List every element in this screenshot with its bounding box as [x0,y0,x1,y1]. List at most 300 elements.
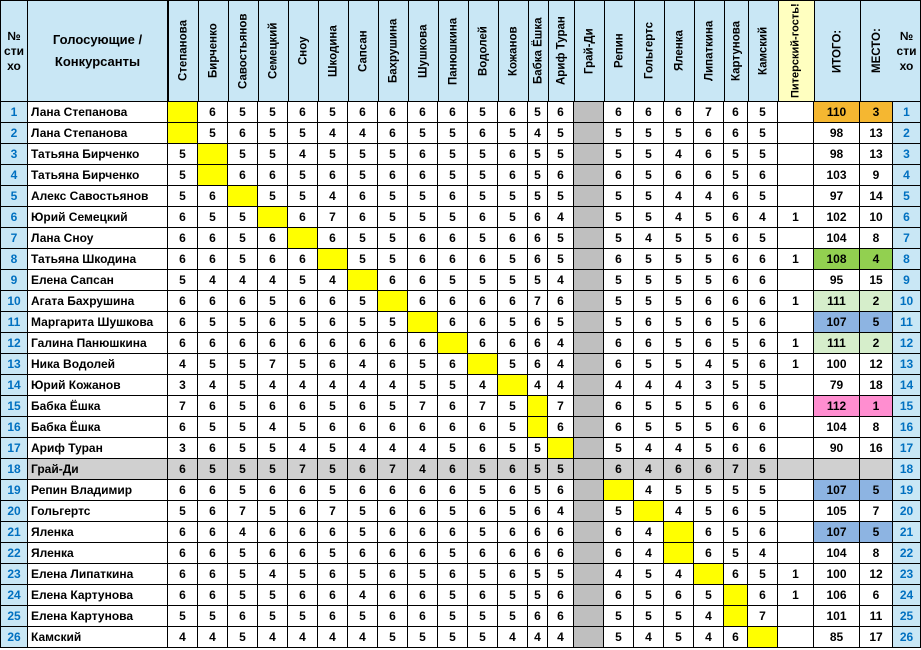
score-cell: 4 [634,627,664,648]
score-cell: 5 [498,207,528,228]
header-voters: Голосующие / Конкурсанты [28,0,168,102]
score-cell: 6 [168,207,198,228]
voter-name: Яленка [28,522,168,543]
score-cell: 6 [748,333,778,354]
score-cell: 4 [168,627,198,648]
voter-name: Татьяна Бирченко [28,165,168,186]
score-cell: 5 [438,543,468,564]
score-cell: 6 [258,312,288,333]
score-cell: 5 [228,417,258,438]
score-cell: 6 [378,270,408,291]
score-cell: 7 [318,501,348,522]
score-cell: 6 [198,501,228,522]
score-cell: 6 [438,459,468,480]
place: 4 [860,249,893,270]
score-cell: 5 [604,186,634,207]
score-cell [574,375,604,396]
header-contestant: Бахрушина [378,0,408,102]
score-cell: 5 [498,501,528,522]
header-contestant: Шушкова [408,0,438,102]
score-cell: 5 [228,354,258,375]
score-cell [574,585,604,606]
score-cell: 6 [748,312,778,333]
place: 16 [860,438,893,459]
score-cell [778,417,814,438]
score-cell: 5 [258,144,288,165]
score-cell: 5 [634,291,664,312]
score-cell: 6 [528,501,548,522]
score-cell: 5 [228,459,258,480]
score-cell: 4 [634,522,664,543]
score-cell [778,270,814,291]
row-number: 10 [0,291,28,312]
score-cell: 6 [318,585,348,606]
score-cell: 5 [664,396,694,417]
score-cell: 4 [664,564,694,585]
voter-name: Камский [28,627,168,648]
voter-name: Ариф Туран [28,438,168,459]
score-cell: 5 [198,207,228,228]
score-cell: 6 [748,396,778,417]
row-number: 15 [0,396,28,417]
score-cell: 6 [528,543,548,564]
score-cell: 5 [528,270,548,291]
score-cell: 6 [408,249,438,270]
score-cell: 6 [378,123,408,144]
voter-name: Татьяна Шкодина [28,249,168,270]
score-cell: 6 [468,585,498,606]
score-cell: 5 [604,144,634,165]
score-cell: 6 [548,480,574,501]
score-cell: 6 [548,417,574,438]
score-cell: 6 [378,102,408,123]
voter-name: Елена Картунова [28,585,168,606]
score-cell: 4 [694,186,724,207]
score-cell: 5 [378,228,408,249]
score-cell: 4 [318,186,348,207]
score-cell: 5 [468,606,498,627]
row-number-right: 21 [893,522,921,543]
score-cell [778,543,814,564]
score-cell: 6 [258,165,288,186]
score-cell: 5 [498,585,528,606]
place [860,459,893,480]
score-cell: 6 [694,333,724,354]
voter-name: Татьяна Бирченко [28,144,168,165]
score-cell: 5 [468,459,498,480]
score-cell: 4 [318,270,348,291]
score-cell: 4 [748,543,778,564]
score-cell [778,396,814,417]
row-number-right: 2 [893,123,921,144]
score-cell: 4 [548,270,574,291]
score-cell: 5 [348,165,378,186]
score-cell: 4 [694,627,724,648]
row-number: 18 [0,459,28,480]
total-score: 103 [814,165,860,186]
score-cell: 6 [168,585,198,606]
score-cell: 6 [228,291,258,312]
score-cell: 6 [498,144,528,165]
score-cell: 6 [748,417,778,438]
score-cell: 5 [634,165,664,186]
score-cell: 6 [604,165,634,186]
score-cell: 6 [288,480,318,501]
total-score: 104 [814,543,860,564]
score-cell: 6 [438,396,468,417]
score-cell: 6 [694,522,724,543]
score-cell: 6 [724,207,748,228]
score-cell: 6 [724,102,748,123]
voter-name: Репин Владимир [28,480,168,501]
score-cell: 5 [288,123,318,144]
score-cell: 5 [258,438,288,459]
score-cell: 6 [748,291,778,312]
score-cell: 5 [528,165,548,186]
header-contestant: Грай-Ди [574,0,604,102]
header-contestant: Питерский-гость! [778,0,814,102]
score-cell: 5 [198,417,228,438]
score-cell: 5 [348,291,378,312]
score-cell: 6 [228,165,258,186]
score-cell: 6 [528,228,548,249]
score-cell: 6 [694,144,724,165]
score-cell: 5 [468,165,498,186]
score-cell: 6 [408,291,438,312]
score-cell: 5 [378,396,408,417]
score-cell: 5 [664,606,694,627]
score-cell: 5 [604,228,634,249]
row-number: 12 [0,333,28,354]
score-cell: 6 [168,333,198,354]
score-cell: 6 [498,165,528,186]
header-contestant: Кожанов [498,0,528,102]
score-cell: 6 [198,585,228,606]
score-cell: 5 [528,480,548,501]
score-cell: 5 [748,375,778,396]
score-cell: 6 [168,522,198,543]
score-cell: 5 [438,375,468,396]
score-cell: 5 [498,123,528,144]
score-cell [778,627,814,648]
score-cell: 6 [318,333,348,354]
score-cell: 6 [378,480,408,501]
score-cell: 4 [288,144,318,165]
score-cell: 6 [498,228,528,249]
score-cell: 5 [438,585,468,606]
score-cell: 6 [318,564,348,585]
place: 17 [860,627,893,648]
score-cell: 6 [664,585,694,606]
score-cell: 5 [694,270,724,291]
score-cell: 5 [664,228,694,249]
row-number: 2 [0,123,28,144]
score-cell: 6 [438,417,468,438]
header-contestant: Савостьянов [228,0,258,102]
header-contestant: Панюшкина [438,0,468,102]
score-cell: 5 [318,396,348,417]
voter-name: Алекс Савостьянов [28,186,168,207]
self-vote-cell [168,123,198,144]
score-cell: 6 [168,564,198,585]
row-number-right: 22 [893,543,921,564]
score-cell: 5 [498,312,528,333]
score-cell: 6 [724,417,748,438]
self-vote-cell [198,144,228,165]
score-cell: 5 [228,102,258,123]
self-vote-cell [724,606,748,627]
score-cell: 5 [664,480,694,501]
score-cell [574,291,604,312]
score-cell: 6 [468,312,498,333]
score-cell: 4 [548,207,574,228]
score-cell: 6 [694,312,724,333]
score-cell: 6 [258,228,288,249]
score-cell: 5 [634,144,664,165]
score-cell: 5 [548,186,574,207]
score-cell: 5 [634,270,664,291]
score-cell [778,522,814,543]
score-cell: 6 [748,354,778,375]
score-cell: 4 [548,375,574,396]
voter-name: Елена Липаткина [28,564,168,585]
score-cell: 5 [288,606,318,627]
score-cell: 7 [228,501,258,522]
score-cell: 4 [468,375,498,396]
score-cell: 5 [198,312,228,333]
score-cell: 7 [408,396,438,417]
score-cell [778,312,814,333]
score-cell: 5 [378,249,408,270]
score-cell: 6 [664,102,694,123]
score-cell: 6 [748,585,778,606]
score-cell: 5 [634,354,664,375]
score-cell: 6 [258,522,288,543]
score-cell: 6 [748,165,778,186]
score-cell: 6 [468,123,498,144]
score-cell: 6 [378,585,408,606]
total-score: 102 [814,207,860,228]
score-cell: 6 [724,501,748,522]
score-cell: 6 [408,606,438,627]
score-cell: 6 [604,354,634,375]
score-cell: 6 [288,333,318,354]
total-score: 108 [814,249,860,270]
score-cell: 6 [604,102,634,123]
score-cell: 5 [634,249,664,270]
score-cell: 6 [468,333,498,354]
score-cell: 5 [228,249,258,270]
score-cell: 5 [724,354,748,375]
total-score: 79 [814,375,860,396]
score-cell: 5 [548,564,574,585]
score-cell: 6 [724,396,748,417]
score-cell: 6 [694,123,724,144]
score-cell: 5 [378,207,408,228]
row-number: 6 [0,207,28,228]
score-cell: 6 [498,480,528,501]
score-cell: 5 [748,480,778,501]
score-cell: 5 [634,396,664,417]
score-cell: 4 [318,627,348,648]
score-cell: 6 [548,585,574,606]
self-vote-cell [318,249,348,270]
score-cell: 5 [528,459,548,480]
score-cell: 6 [664,459,694,480]
voter-name: Юрий Кожанов [28,375,168,396]
score-cell: 6 [168,480,198,501]
score-cell: 5 [318,144,348,165]
voter-name: Яленка [28,543,168,564]
row-number-right: 18 [893,459,921,480]
score-cell: 5 [498,354,528,375]
score-cell: 6 [438,102,468,123]
row-number-right: 11 [893,312,921,333]
score-cell: 1 [778,249,814,270]
score-cell: 6 [724,270,748,291]
score-cell: 6 [724,627,748,648]
score-cell: 4 [604,375,634,396]
row-number-right: 10 [893,291,921,312]
place: 5 [860,480,893,501]
score-cell: 5 [724,480,748,501]
score-cell: 5 [348,606,378,627]
score-cell: 5 [528,564,548,585]
score-cell: 4 [258,375,288,396]
score-cell: 6 [664,165,694,186]
score-cell: 5 [724,333,748,354]
score-cell: 7 [748,606,778,627]
score-cell: 5 [228,480,258,501]
score-cell: 5 [228,207,258,228]
score-cell: 6 [288,396,318,417]
score-cell: 6 [438,312,468,333]
row-number-right: 8 [893,249,921,270]
row-number: 22 [0,543,28,564]
score-cell: 6 [438,354,468,375]
score-cell: 6 [258,480,288,501]
score-cell: 5 [288,417,318,438]
score-cell: 6 [348,459,378,480]
score-cell: 4 [634,438,664,459]
score-cell: 5 [288,354,318,375]
score-cell: 4 [498,627,528,648]
score-cell: 5 [724,375,748,396]
place: 3 [860,102,893,123]
score-cell: 6 [634,333,664,354]
score-cell: 1 [778,207,814,228]
total-score [814,459,860,480]
score-cell: 7 [378,459,408,480]
score-cell: 6 [318,291,348,312]
score-cell: 6 [724,186,748,207]
score-cell: 6 [604,585,634,606]
row-number-right: 5 [893,186,921,207]
self-vote-cell [258,207,288,228]
score-cell: 6 [498,459,528,480]
score-cell: 5 [634,417,664,438]
header-contestant: Бабка Ёшка [528,0,548,102]
score-cell: 5 [378,627,408,648]
score-cell [778,144,814,165]
row-number-right: 19 [893,480,921,501]
score-cell: 6 [438,291,468,312]
score-cell: 5 [438,606,468,627]
score-cell: 4 [228,522,258,543]
score-cell: 5 [438,501,468,522]
score-cell: 4 [664,375,694,396]
score-cell: 5 [348,522,378,543]
header-num-right: № сти хо [893,0,921,102]
score-cell: 5 [258,291,288,312]
score-cell: 5 [664,291,694,312]
self-vote-cell [664,522,694,543]
score-cell: 4 [198,375,228,396]
score-cell: 6 [438,480,468,501]
score-cell: 6 [348,207,378,228]
score-cell: 6 [378,501,408,522]
score-cell: 5 [468,270,498,291]
score-cell: 4 [408,459,438,480]
self-vote-cell [748,627,778,648]
score-cell: 6 [748,270,778,291]
score-cell: 5 [258,123,288,144]
score-cell: 6 [378,333,408,354]
score-cell: 5 [724,543,748,564]
score-cell: 4 [348,585,378,606]
header-contestant: Репин [604,0,634,102]
score-cell: 5 [468,228,498,249]
score-cell [574,207,604,228]
score-cell: 4 [258,417,288,438]
score-cell: 6 [604,543,634,564]
place: 8 [860,228,893,249]
score-cell: 5 [604,438,634,459]
total-score: 107 [814,312,860,333]
score-cell: 4 [548,627,574,648]
voter-name: Юрий Семецкий [28,207,168,228]
score-cell: 6 [348,333,378,354]
score-cell: 5 [498,270,528,291]
score-cell: 6 [258,543,288,564]
self-vote-cell [724,585,748,606]
score-cell: 5 [548,459,574,480]
score-cell: 6 [288,501,318,522]
score-cell: 5 [634,207,664,228]
score-cell: 5 [498,396,528,417]
score-cell: 6 [438,249,468,270]
voter-name: Елена Сапсан [28,270,168,291]
score-cell: 5 [198,354,228,375]
place: 18 [860,375,893,396]
row-number-right: 12 [893,333,921,354]
score-cell [574,249,604,270]
score-cell: 4 [548,354,574,375]
score-cell: 5 [664,249,694,270]
score-cell: 5 [664,627,694,648]
score-cell: 6 [634,102,664,123]
score-cell: 5 [348,312,378,333]
score-cell: 5 [724,144,748,165]
score-cell: 6 [168,249,198,270]
score-cell: 4 [664,207,694,228]
score-cell: 1 [778,354,814,375]
score-cell: 5 [168,270,198,291]
score-cell: 5 [604,207,634,228]
score-cell: 5 [748,501,778,522]
score-cell: 6 [748,522,778,543]
score-cell: 5 [408,123,438,144]
